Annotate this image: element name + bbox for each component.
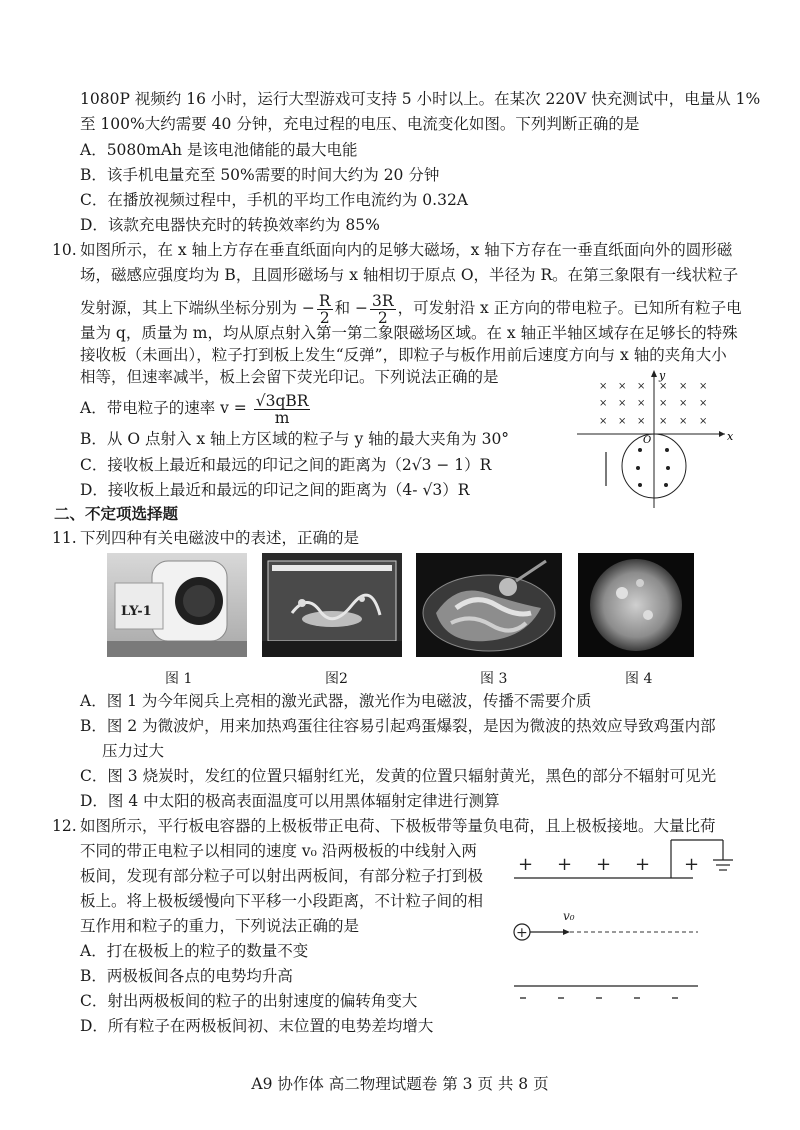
fraction-numerator: R xyxy=(318,291,331,310)
svg-text:×: × xyxy=(699,416,708,427)
y-axis-arrow-icon xyxy=(651,370,657,377)
q12-stem-line5: 互作用和粒子的重力，下列说法正确的是 xyxy=(80,917,360,935)
svg-text:×: × xyxy=(679,416,688,427)
q10-stem-line4: 量为 q，质量为 m，均从原点射入第一第二象限磁场区域。在 x 轴正半轴区域存在足够长的特殊 xyxy=(80,324,738,342)
photo-sun xyxy=(578,553,694,657)
q11-option-b-continued: 压力过大 xyxy=(102,742,165,760)
photo-laser-weapon xyxy=(107,553,247,657)
svg-text:×: × xyxy=(637,416,646,427)
svg-text:+: + xyxy=(557,854,573,875)
q9-option-d: D．该款充电器快充时的转换效率约为 85% xyxy=(80,216,380,234)
q10-line3-part-c: ，可发射沿 x 正方向的带电粒子。已知所有粒子电 xyxy=(397,299,742,317)
q12-stem-line1: 如图所示，平行板电容器的上极板带正电荷、下极板带等量负电荷，且上极板接地。大量比荷 xyxy=(80,817,716,835)
velocity-label: v₀ xyxy=(563,909,575,923)
svg-text:×: × xyxy=(637,398,646,409)
svg-text:×: × xyxy=(618,381,627,392)
q10-stem-line6: 相等，但速率减半，板上会留下荧光印记。下列说法正确的是 xyxy=(80,368,499,386)
svg-text:+: + xyxy=(596,854,612,875)
q11-option-b: B．图 2 为微波炉，用来加热鸡蛋往往容易引起鸡蛋爆裂，是因为微波的热效应导致鸡蛋内部 xyxy=(80,717,716,735)
fraction-r-over-2 xyxy=(317,293,333,326)
q11-option-d: D．图 4 中太阳的极高表面温度可以用黑体辐射定律进行测算 xyxy=(80,792,500,810)
field-out-of-page-dots xyxy=(636,448,670,487)
x-axis-label: x xyxy=(727,430,734,443)
origin-label: O xyxy=(643,435,652,446)
svg-text:×: × xyxy=(637,381,646,392)
q11-stem: 下列四种有关电磁波中的表述，正确的是 xyxy=(80,529,360,547)
y-axis-label: y xyxy=(659,369,666,382)
q11-number: 11. xyxy=(52,529,77,547)
q10-option-c: C．接收板上最近和最远的印记之间的距离为（2√3 − 1）R xyxy=(80,456,492,474)
svg-text:+: + xyxy=(684,854,700,875)
svg-text:×: × xyxy=(659,398,668,409)
q9-stem-line1: 1080P 视频约 16 小时，运行大型游戏可支持 5 小时以上。在某次 220V 快充测试中，电量从 1% xyxy=(80,90,761,108)
svg-text:×: × xyxy=(599,398,608,409)
svg-text:×: × xyxy=(679,381,688,392)
svg-text:×: × xyxy=(679,398,688,409)
q12-option-a: A．打在极板上的粒子的数量不变 xyxy=(80,942,309,960)
q10-option-a xyxy=(80,390,312,426)
q12-option-c: C．射出两极板间的粒子的出射速度的偏转角变大 xyxy=(80,992,418,1010)
photo-microwave-egg xyxy=(262,553,402,657)
svg-text:+: + xyxy=(635,854,651,875)
svg-text:×: × xyxy=(618,416,627,427)
field-into-page-marks xyxy=(599,381,707,427)
speed-fraction xyxy=(254,393,311,426)
x-axis-arrow-icon xyxy=(719,431,725,437)
section-heading: 二、不定项选择题 xyxy=(54,504,179,523)
photo-burning-charcoal xyxy=(416,553,562,657)
particle-charge-sign: + xyxy=(516,925,528,941)
svg-text:×: × xyxy=(618,398,627,409)
weapon-label: LY-1 xyxy=(121,604,152,619)
svg-text:×: × xyxy=(699,398,708,409)
page-footer: A9 协作体 高二物理试题卷 第 3 页 共 8 页 xyxy=(251,1075,549,1093)
q10-stem-line2: 场，磁感应强度均为 B，且圆形磁场与 x 轴相切于原点 O，半径为 R。在第三象限有一线状粒子 xyxy=(80,266,739,284)
svg-text:+: + xyxy=(518,854,534,875)
q9-option-a: A．5080mAh 是该电池储能的最大电能 xyxy=(80,141,358,159)
fraction-denominator: 2 xyxy=(377,308,388,327)
q11-option-a: A．图 1 为今年阅兵上亮相的激光武器，激光作为电磁波，传播不需要介质 xyxy=(80,692,592,710)
q12-capacitor-figure xyxy=(508,836,738,1008)
fraction-denominator: 2 xyxy=(319,308,330,327)
q9-option-b: B．该手机电量充至 50%需要的时间大约为 20 分钟 xyxy=(80,166,440,184)
upper-plate-positive-charges xyxy=(518,854,699,875)
q10-stem-line1: 如图所示，在 x 轴上方存在垂直纸面向内的足够大磁场，x 轴下方存在一垂直纸面向外的圆形磁 xyxy=(80,241,733,259)
q12-stem-line3: 板间，发现有部分粒子可以射出两板间，有部分粒子打到极 xyxy=(80,867,484,885)
figure-caption-1: 图 1 xyxy=(165,671,193,687)
figure-caption-4: 图 4 xyxy=(625,671,653,687)
figure-caption-3: 图 3 xyxy=(480,671,508,687)
q10-stem-line5: 接收板（未画出），粒子打到板上发生“反弹”，即粒子与板作用前后速度方向与 x 轴的夹角大小 xyxy=(80,346,727,364)
ground-symbol-icon xyxy=(713,860,733,870)
svg-text:×: × xyxy=(659,381,668,392)
q10-number: 10. xyxy=(52,241,77,259)
fraction-numerator: √3qBR xyxy=(255,391,309,410)
q10-stem-line3 xyxy=(80,290,742,326)
q12-stem-line2: 不同的带正电粒子以相同的速度 v₀ 沿两极板的中线射入两 xyxy=(80,842,477,860)
velocity-arrow-head-icon xyxy=(563,929,570,935)
q9-option-c: C．在播放视频过程中，手机的平均工作电流约为 0.32A xyxy=(80,191,468,209)
figure-caption-2: 图2 xyxy=(325,671,348,687)
fraction-denominator: m xyxy=(274,408,290,427)
q10-magnetic-field-figure xyxy=(575,368,735,513)
q12-option-b: B．两极板间各点的电势均升高 xyxy=(80,967,293,985)
q10-option-d: D．接收板上最近和最远的印记之间的距离为（4- √3）R xyxy=(80,481,470,499)
fraction-3r-over-2 xyxy=(370,293,396,326)
svg-text:×: × xyxy=(599,416,608,427)
svg-text:×: × xyxy=(699,381,708,392)
q12-number: 12. xyxy=(52,817,77,835)
q12-option-d: D．所有粒子在两极板间初、末位置的电势差均增大 xyxy=(80,1017,434,1035)
svg-text:×: × xyxy=(599,381,608,392)
fraction-numerator: 3R xyxy=(372,291,394,310)
q10-line3-part-a: 发射源，其上下端纵坐标分别为 − xyxy=(80,299,315,317)
q10-option-b: B．从 O 点射入 x 轴上方区域的粒子与 y 轴的最大夹角为 30° xyxy=(80,430,510,448)
q10-option-a-label: A．带电粒子的速率 v = xyxy=(80,399,247,417)
q12-stem-line4: 板上。将上极板缓慢向下平移一小段距离，不计粒子间的相 xyxy=(80,892,484,910)
q11-option-c: C．图 3 烧炭时，发红的位置只辐射红光，发黄的位置只辐射黄光，黑色的部分不辐射可见光 xyxy=(80,767,717,785)
svg-text:×: × xyxy=(659,416,668,427)
q10-line3-part-b: 和 − xyxy=(334,299,369,317)
q9-stem-line2: 至 100%大约需要 40 分钟，充电过程的电压、电流变化如图。下列判断正确的是 xyxy=(80,115,640,133)
